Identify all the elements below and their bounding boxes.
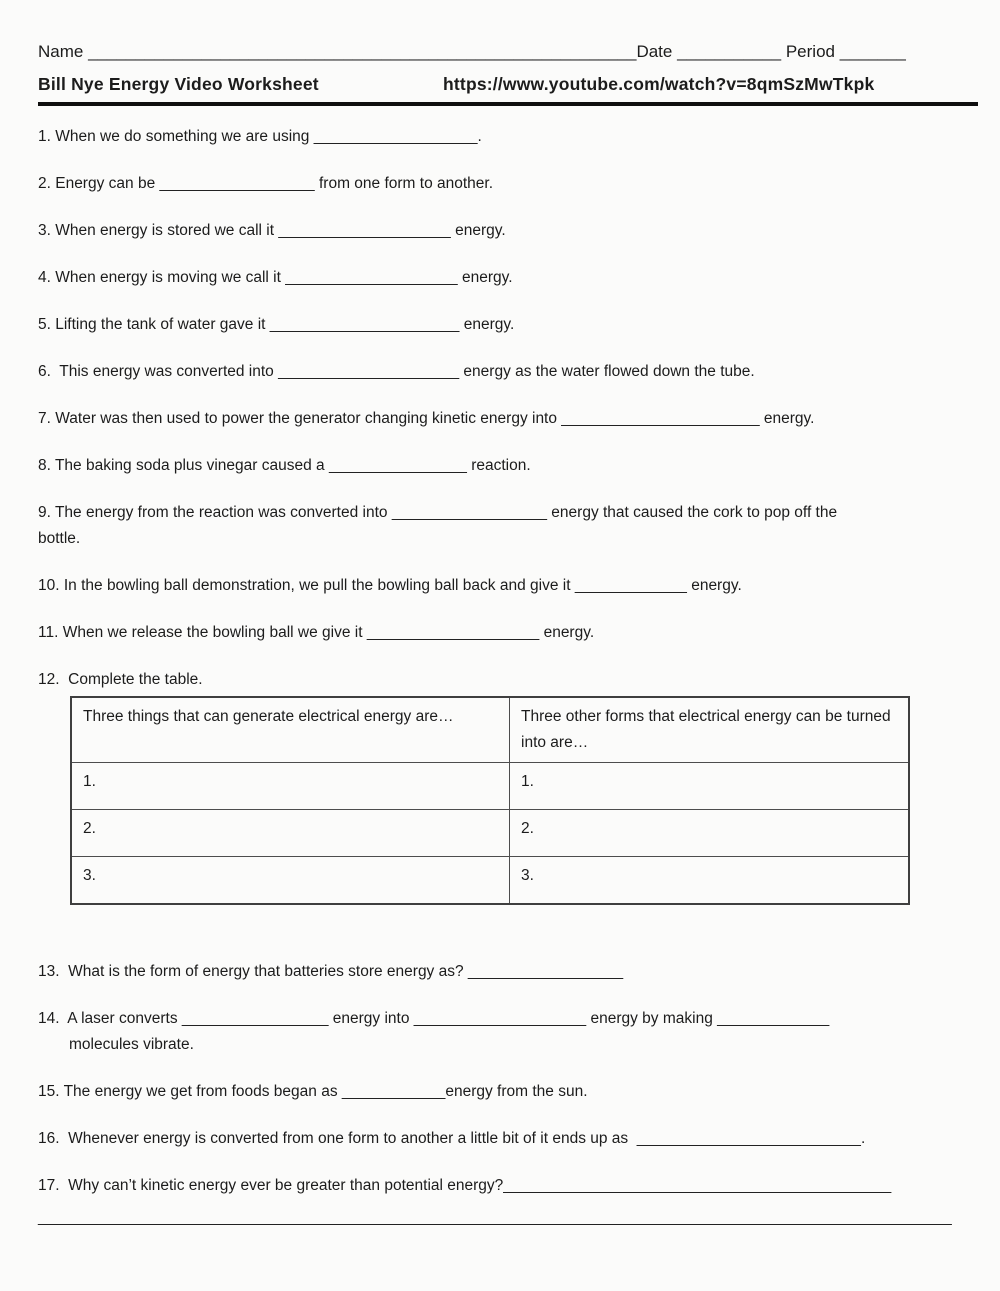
answer-blank[interactable]: ___________________ (313, 128, 478, 145)
question-text: 4. When energy is moving we call it (38, 269, 286, 286)
question (38, 573, 965, 599)
question-line (38, 1173, 965, 1199)
question-line (38, 171, 965, 197)
table-header-text: Three other forms that electrical energy can be turned into are… (521, 708, 891, 751)
answer-blank[interactable]: ____________________ (285, 269, 458, 286)
question-text: energy into (328, 1010, 414, 1027)
answer-blank[interactable]: _____________________________________________ (503, 1177, 892, 1194)
complete-the-table (70, 696, 910, 905)
answer-blank[interactable]: __________________ (467, 963, 624, 980)
question-line (38, 406, 965, 432)
question-text: 8. The baking soda plus vinegar caused a (38, 457, 329, 474)
table-header-col1 (71, 697, 510, 763)
questions-list-bottom (38, 959, 965, 1231)
answer-blank[interactable]: ____________________ (278, 222, 451, 239)
question-text: 6. This energy was converted into (38, 363, 279, 380)
question-text: energy. (539, 624, 595, 641)
table-answer-cell[interactable]: 3. (71, 857, 510, 905)
answer-blank[interactable]: ____________ (341, 1083, 446, 1100)
question-line (38, 500, 965, 526)
question-text: 5. Lifting the tank of water gave it (38, 316, 270, 333)
answer-blank[interactable]: ____________________ (366, 624, 540, 641)
question-text: 11. When we release the bowling ball we give it (38, 624, 367, 641)
question (38, 1079, 965, 1105)
header-divider (38, 102, 978, 106)
question-text: 15. The energy we get from foods began as (38, 1083, 342, 1100)
period-blank[interactable]: _______ (839, 42, 906, 61)
question-line (38, 453, 965, 479)
question-text: . (860, 1130, 866, 1147)
table-answer-cell[interactable]: 2. (510, 810, 910, 857)
question-text: 1. When we do something we are using (38, 128, 314, 145)
worksheet-header (38, 40, 965, 106)
answer-blank[interactable]: __________________ (159, 175, 315, 192)
question-text: 12. Complete the table. (38, 671, 203, 688)
answer-blank[interactable]: __________________ (391, 504, 547, 521)
name-label: Name (38, 42, 89, 61)
question (38, 171, 965, 197)
answer-blank[interactable]: __________________________________________________________________________________________________________ (38, 1209, 952, 1226)
question-line (38, 312, 965, 338)
answer-blank[interactable]: ____________________ (413, 1010, 587, 1027)
question-line (38, 265, 965, 291)
question-text: reaction. (466, 457, 531, 474)
question (38, 620, 965, 646)
table-answer-cell[interactable]: 2. (71, 810, 510, 857)
question-text: 14. A laser converts (38, 1010, 182, 1027)
answer-blank[interactable]: _________________ (181, 1010, 329, 1027)
question-line (38, 1006, 965, 1032)
question-line (38, 526, 965, 552)
table-answer-cell[interactable]: 3. (510, 857, 910, 905)
question-text: from one form to another. (314, 175, 494, 192)
table-answer-cell[interactable]: 1. (71, 763, 510, 810)
title-line (38, 71, 965, 97)
answer-blank[interactable]: _____________ (717, 1010, 830, 1027)
question (38, 1173, 965, 1231)
name-date-period-line (38, 40, 965, 64)
question-text: energy by making (586, 1010, 718, 1027)
question-text: 9. The energy from the reaction was converted into (38, 504, 392, 521)
question (38, 312, 965, 338)
answer-blank[interactable]: _______________________ (561, 410, 760, 427)
table-header-col2 (510, 697, 910, 763)
questions-list-top (38, 124, 965, 646)
question-text: energy as the water flowed down the tube. (459, 363, 755, 380)
worksheet-title: Bill Nye Energy Video Worksheet (38, 74, 319, 94)
question (38, 218, 965, 244)
question-line (38, 1205, 965, 1231)
question-text: energy. (450, 222, 506, 239)
answer-blank[interactable]: ______________________ (269, 316, 460, 333)
question-text: energy. (457, 269, 513, 286)
table-answer-cell[interactable]: 1. (510, 763, 910, 810)
date-label: Date (636, 42, 678, 61)
question-line (38, 959, 965, 985)
question-line (38, 359, 965, 385)
question (38, 359, 965, 385)
question-line (38, 1032, 965, 1058)
worksheet-body (38, 124, 965, 1231)
table-header-text: Three things that can generate electrical energy are… (83, 708, 454, 725)
question (38, 959, 965, 985)
question-text: energy that caused the cork to pop off the (547, 504, 838, 521)
question (38, 667, 965, 693)
question-text: 16. Whenever energy is converted from one form to another a little bit of it ends up as (38, 1130, 637, 1147)
table-header-row (71, 697, 909, 763)
question (38, 1126, 965, 1152)
question-line (38, 1079, 965, 1105)
question-text: . (477, 128, 482, 145)
question-line (38, 1126, 965, 1152)
question-text: molecules vibrate. (69, 1036, 194, 1053)
date-blank[interactable]: ___________ (677, 42, 782, 61)
video-url: https://www.youtube.com/watch?v=8qmSzMwTkpk (443, 74, 875, 94)
answer-blank[interactable]: ________________ (328, 457, 467, 474)
answer-blank[interactable]: __________________________ (636, 1130, 861, 1147)
question-text: 10. In the bowling ball demonstration, we pull the bowling ball back and give it (38, 577, 575, 594)
question (38, 500, 965, 552)
question-text: energy. (759, 410, 815, 427)
period-label: Period (781, 42, 840, 61)
question-text: bottle. (38, 530, 81, 547)
question-text: 7. Water was then used to power the generator changing kinetic energy into (38, 410, 562, 427)
question-line (38, 620, 965, 646)
question-text: 13. What is the form of energy that batteries store energy as? (38, 963, 468, 980)
question-line (38, 218, 965, 244)
question (38, 124, 965, 150)
question-text: energy. (686, 577, 742, 594)
question (38, 265, 965, 291)
name-blank[interactable]: __________________________________________________________ (88, 42, 637, 61)
question-text: 3. When energy is stored we call it (38, 222, 279, 239)
question-text: energy from the sun. (445, 1083, 588, 1100)
table-row (71, 810, 909, 857)
answer-blank[interactable]: _____________________ (278, 363, 460, 380)
table-row (71, 763, 909, 810)
question (38, 406, 965, 432)
question-line (38, 124, 965, 150)
question-text: 17. Why can’t kinetic energy ever be greater than potential energy? (38, 1177, 504, 1194)
question-text: 2. Energy can be (38, 175, 160, 192)
question-text: energy. (459, 316, 515, 333)
question-line (38, 573, 965, 599)
question (38, 453, 965, 479)
question (38, 1006, 965, 1058)
answer-blank[interactable]: _____________ (574, 577, 687, 594)
table-row (71, 857, 909, 905)
